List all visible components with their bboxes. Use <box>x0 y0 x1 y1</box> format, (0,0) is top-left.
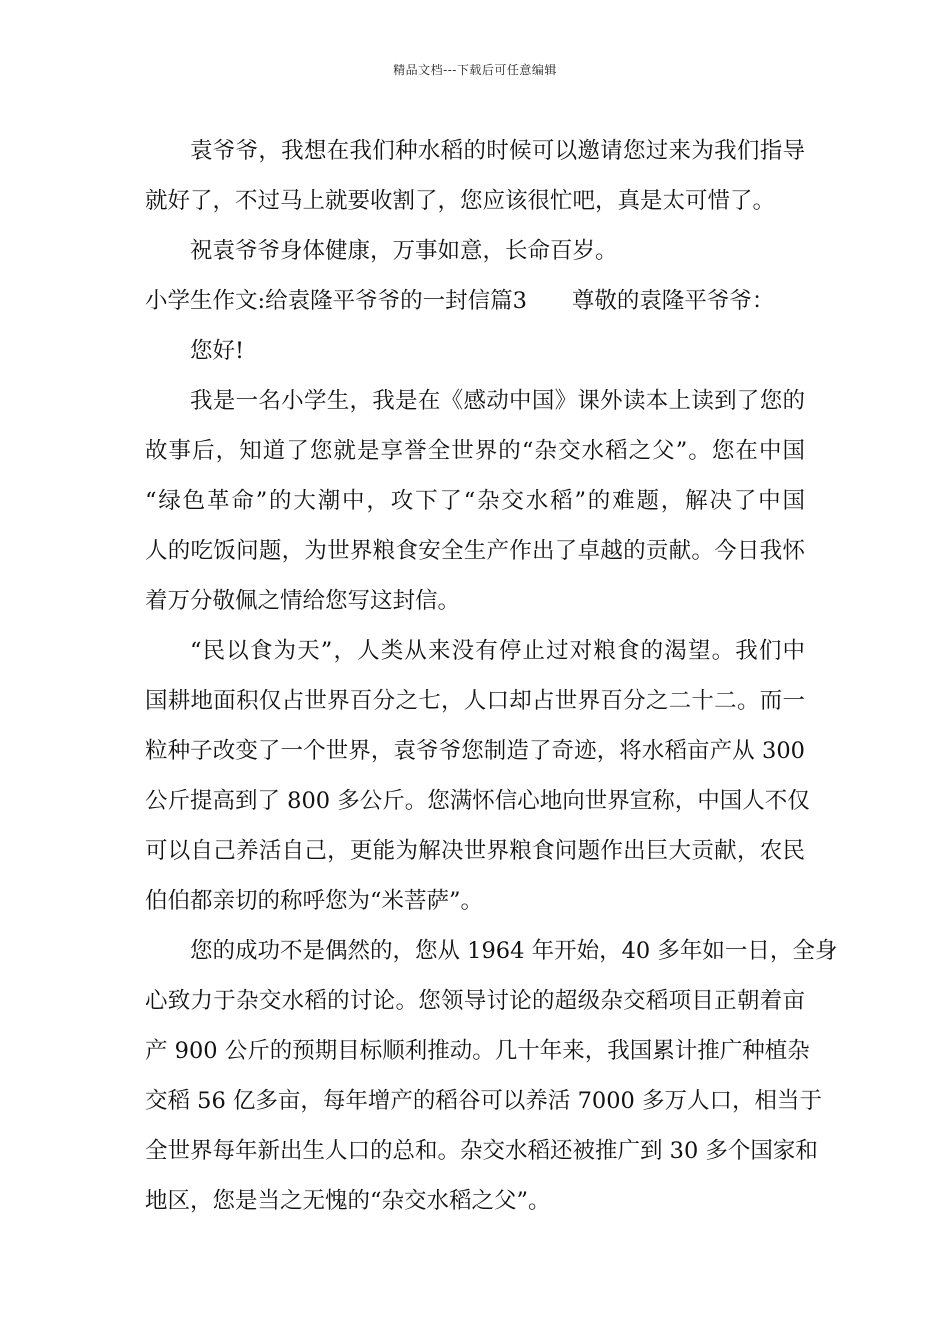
text-line: 心致力于杂交水稻的讨论。您领导讨论的超级杂交稻项目正朝着亩 <box>145 988 805 1014</box>
text-line: 国耕地面积仅占世界百分之七，人口却占世界百分之二十二。而一 <box>145 688 805 714</box>
text-line: 人的吃饭问题，为世界粮食安全生产作出了卓越的贡献。今日我怀 <box>145 538 805 564</box>
text-line: “绿色革命”的大潮中，攻下了“杂交水稻”的难题，解决了中国 <box>145 488 805 514</box>
text-line: 祝袁爷爷身体健康，万事如意，长命百岁。 <box>190 238 618 264</box>
text-line: 我是一名小学生，我是在《感动中国》课外读本上读到了您的 <box>190 388 805 414</box>
text-line: 可以自己养活自己，更能为解决世界粮食问题作出巨大贡献，农民 <box>145 838 805 864</box>
page-header: 精品文档---下载后可任意编辑 <box>393 63 557 77</box>
text-line: 着万分敬佩之情给您写这封信。 <box>145 588 461 614</box>
text-line: 交稻 56 亿多亩，每年增产的稻谷可以养活 7000 多万人口，相当于 <box>145 1088 823 1114</box>
text-line: 粒种子改变了一个世界，袁爷爷您制造了奇迹，将水稻亩产从 300 <box>145 738 805 764</box>
text-line: 伯伯都亲切的称呼您为“米菩萨”。 <box>145 888 484 914</box>
text-line: 全世界每年新出生人口的总和。杂交水稻还被推广到 30 多个国家和 <box>145 1138 818 1164</box>
section-heading: 小学生作文:给袁隆平爷爷的一封信篇3 尊敬的袁隆平爷爷： <box>145 288 775 314</box>
text-line: 袁爷爷，我想在我们种水稻的时候可以邀请您过来为我们指导 <box>190 138 805 164</box>
text-line: 公斤提高到了 800 多公斤。您满怀信心地向世界宣称，中国人不仅 <box>145 788 810 814</box>
text-line: 故事后，知道了您就是享誉全世界的“杂交水稻之父”。您在中国 <box>145 438 805 464</box>
text-line: 就好了，不过马上就要收割了，您应该很忙吧，真是太可惜了。 <box>145 188 776 214</box>
text-line: 地区，您是当之无愧的“杂交水稻之父”。 <box>145 1188 551 1214</box>
text-line: 产 900 公斤的预期目标顺利推动。几十年来，我国累计推广种植杂 <box>145 1038 810 1064</box>
text-line: 您的成功不是偶然的，您从 1964 年开始，40 多年如一日，全身 <box>190 938 838 964</box>
text-line: “民以食为天”，人类从来没有停止过对粮食的渴望。我们中 <box>190 638 805 664</box>
greeting: 您好! <box>190 338 245 364</box>
